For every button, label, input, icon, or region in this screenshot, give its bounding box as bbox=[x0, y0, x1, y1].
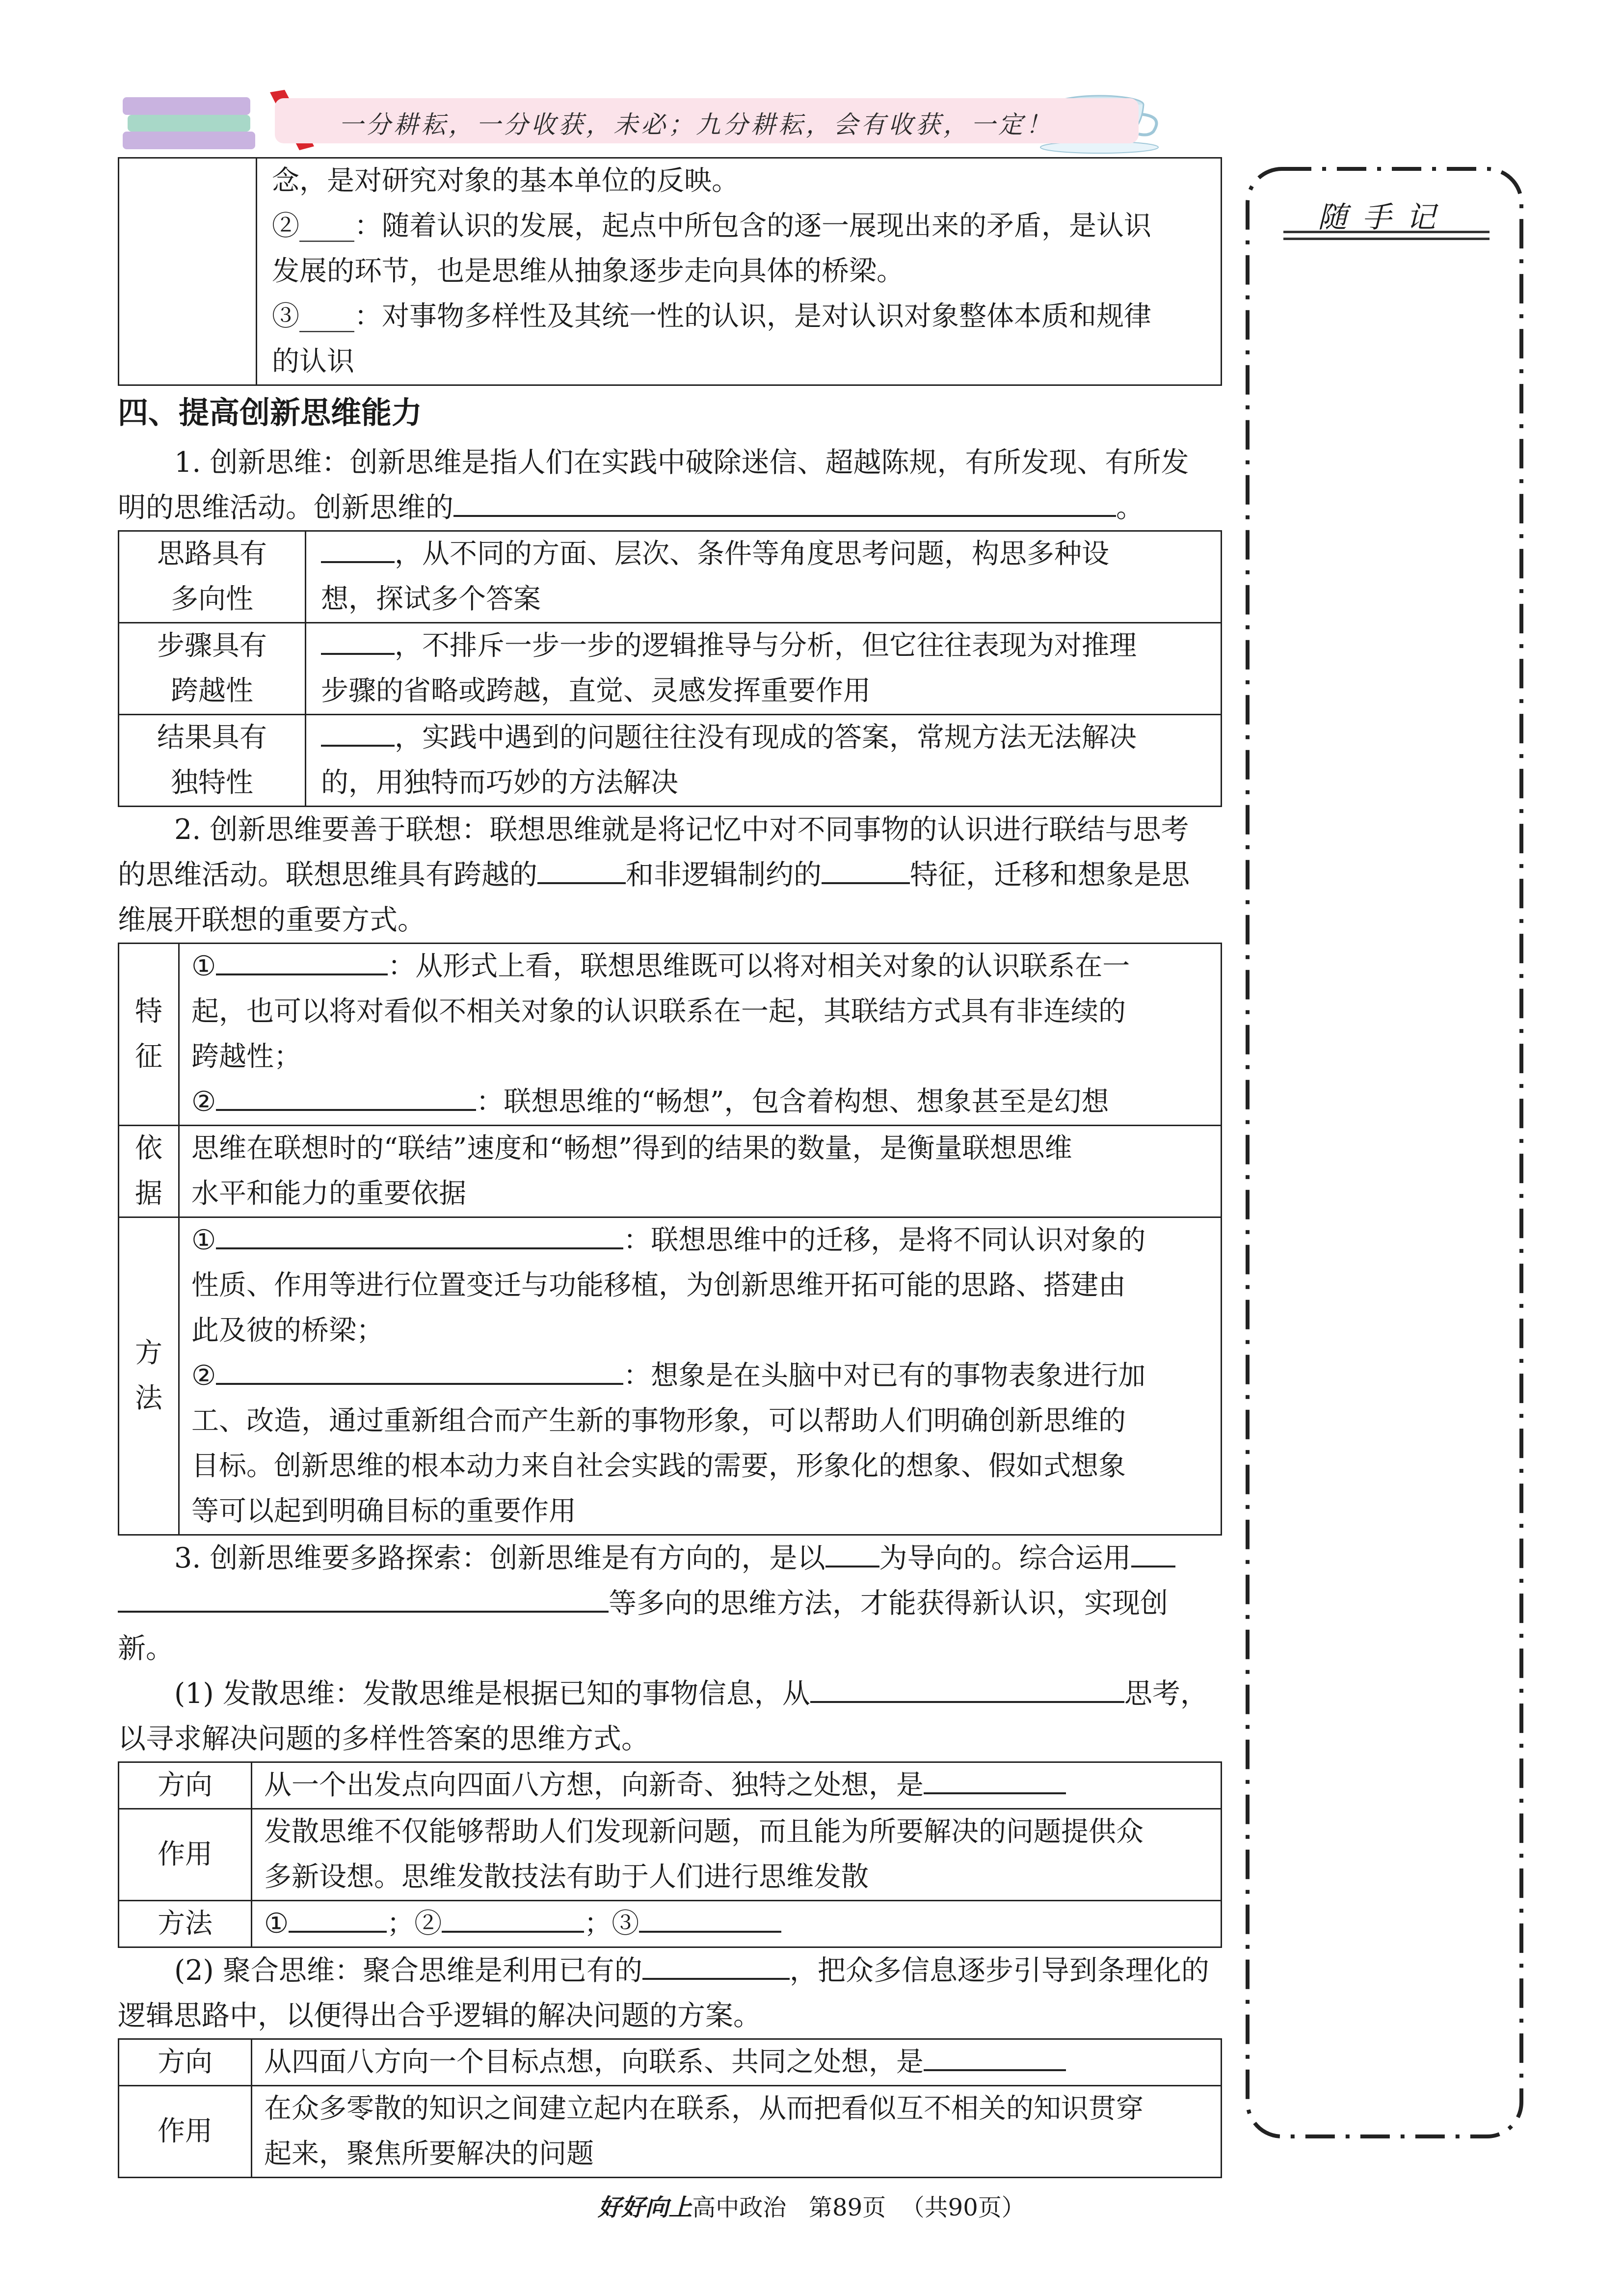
divergent-thinking-table bbox=[118, 1761, 1222, 1948]
row-header: 步骤具有 跨越性 bbox=[119, 623, 306, 715]
row-header: 方向 bbox=[119, 2039, 252, 2086]
text-line: ③____：对事物多样性及其统一性的认识，是对认识对象整体本质和规律 bbox=[272, 300, 1151, 332]
row-header: 方法 bbox=[119, 1217, 179, 1535]
paragraph-2-end: 维展开联想的重要方式。 bbox=[118, 904, 426, 936]
paragraph-3: 3. 创新思维要多路探索：创新思维是有方向的，是以 为导向的。综合运用 bbox=[118, 1536, 1222, 1581]
convergent-thinking-table bbox=[118, 2038, 1222, 2178]
side-note-underline bbox=[1283, 231, 1490, 233]
row-content: 思维在联想时的“联结”速度和“畅想”得到的结果的数量，是衡量联想思维 水平和能力的重要依据 bbox=[179, 1126, 1222, 1217]
text-line: 的认识 bbox=[272, 346, 354, 378]
paragraph-2: 2. 创新思维要善于联想：联想思维就是将记忆中对不同事物的认识进行联结与思考 bbox=[174, 813, 1189, 846]
banner-motto: 一分耕耘，一分收获，未必；九分耕耘，会有收获，一定！ bbox=[339, 110, 1053, 139]
table-row bbox=[119, 1762, 1222, 1809]
row-header: 方向 bbox=[119, 1762, 252, 1809]
paragraph-1-cont: 明的思维活动。创新思维的 。 bbox=[118, 485, 1222, 530]
innovation-features-table bbox=[118, 530, 1222, 807]
text-line: ②____：随着认识的发展，起点中所包含的逐一展现出来的矛盾，是认识 bbox=[272, 210, 1151, 242]
section-heading: 四、提高创新思维能力 bbox=[118, 395, 423, 431]
table-row bbox=[119, 623, 1222, 715]
row-header: 方法 bbox=[119, 1901, 252, 1947]
fill-blank[interactable] bbox=[216, 1353, 623, 1385]
fill-blank[interactable] bbox=[289, 1901, 387, 1933]
fill-blank[interactable] bbox=[453, 486, 1116, 517]
fill-blank[interactable] bbox=[321, 715, 395, 747]
side-note-underline bbox=[1283, 238, 1490, 240]
row-header: 思路具有 多向性 bbox=[119, 531, 306, 623]
row-content: ，从不同的方面、层次、条件等角度思考问题，构思多种设 想，探试多个答案 bbox=[306, 531, 1222, 623]
table-row bbox=[119, 1901, 1222, 1947]
row-content: 从四面八方向一个目标点想，向联系、共同之处想，是 bbox=[252, 2039, 1222, 2086]
fill-blank[interactable] bbox=[321, 532, 395, 563]
fill-blank[interactable] bbox=[642, 1948, 790, 1980]
association-table bbox=[118, 943, 1222, 1536]
paragraph-4-cont: 以寻求解决问题的多样性答案的思维方式。 bbox=[118, 1723, 649, 1755]
side-note-title: 随手记 bbox=[1318, 200, 1450, 235]
text-line: 发展的环节，也是思维从抽象逐步走向具体的桥梁。 bbox=[272, 255, 904, 287]
side-note-frame bbox=[1245, 166, 1524, 2139]
table-row bbox=[119, 2086, 1222, 2178]
row-content: ，不排斥一步一步的逻辑推导与分析，但它往往表现为对推理 步骤的省略或跨越，直觉、灵感发挥重要作用 bbox=[306, 623, 1222, 715]
table-row bbox=[119, 1126, 1222, 1217]
top-continued-table bbox=[118, 157, 1222, 386]
paragraph-3-cont: 等多向的思维方法，才能获得新认识，实现创新。 bbox=[118, 1581, 1222, 1671]
table-row bbox=[119, 531, 1222, 623]
paragraph-1: 1. 创新思维：创新思维是指人们在实践中破除迷信、超越陈规，有所发现、有所发 bbox=[174, 446, 1189, 479]
fill-blank[interactable] bbox=[216, 944, 388, 975]
fill-blank[interactable] bbox=[639, 1901, 781, 1933]
footer-subject: 高中政治 bbox=[692, 2194, 787, 2221]
paragraph-5: (2) 聚合思维：聚合思维是利用已有的 ，把众多信息逐步引导到条理化的 bbox=[118, 1948, 1222, 1993]
fill-blank[interactable] bbox=[825, 1536, 879, 1567]
table-row bbox=[119, 944, 1222, 1126]
table-row bbox=[119, 2039, 1222, 2086]
row-header: 依据 bbox=[119, 1126, 179, 1217]
fill-blank[interactable] bbox=[924, 1763, 1066, 1794]
fill-blank[interactable] bbox=[537, 853, 626, 884]
row-content: ，实践中遇到的问题往往没有现成的答案，常规方法无法解决 的，用独特而巧妙的方法解决 bbox=[306, 715, 1222, 807]
fill-blank[interactable] bbox=[442, 1901, 584, 1933]
fill-blank[interactable] bbox=[822, 853, 910, 884]
fill-blank[interactable] bbox=[1131, 1536, 1175, 1567]
paragraph-5-cont: 逻辑思路中，以便得出合乎逻辑的解决问题的方案。 bbox=[118, 1999, 761, 2032]
row-content: 在众多零散的知识之间建立起内在联系，从而把看似互不相关的知识贯穿 起来，聚焦所要解决的问题 bbox=[252, 2086, 1222, 2178]
fill-blank[interactable] bbox=[810, 1672, 1124, 1703]
row-content: ① ：联想思维中的迁移，是将不同认识对象的 性质、作用等进行位置变迁与功能移植，为创新思维开拓可能的思路、搭建由 此及彼的桥梁； ② ：想象是在头脑中对已有的事物表象进行加 工、改造，通过重新组合而产生新的事物形象，可以帮助人们明确创新思维的 目标。创新思维的根本动力来自社会实践的需要，形象化的想象、假如式想象 等可以起到明确目标的重要作用 bbox=[179, 1217, 1222, 1535]
row-header: 特征 bbox=[119, 944, 179, 1126]
row-content: ① ；② ；③ bbox=[252, 1901, 1222, 1947]
continued-text-cell bbox=[257, 158, 1222, 385]
fill-blank[interactable] bbox=[924, 2040, 1066, 2071]
fill-blank[interactable] bbox=[118, 1581, 609, 1613]
paragraph-4: (1) 发散思维：发散思维是根据已知的事物信息，从 思考， bbox=[118, 1671, 1222, 1716]
footer-page: 第89页 bbox=[809, 2194, 886, 2221]
fill-blank[interactable] bbox=[216, 1080, 476, 1111]
table-row bbox=[119, 1809, 1222, 1901]
row-header: 结果具有 独特性 bbox=[119, 715, 306, 807]
row-header: 作用 bbox=[119, 1809, 252, 1901]
fill-blank[interactable] bbox=[216, 1218, 623, 1249]
table-row bbox=[119, 715, 1222, 807]
footer-total: （共90页） bbox=[901, 2194, 1025, 2221]
row-content: 从一个出发点向四面八方想，向新奇、独特之处想，是 bbox=[252, 1762, 1222, 1809]
row-header: 作用 bbox=[119, 2086, 252, 2178]
row-content: 发散思维不仅能够帮助人们发现新问题，而且能为所要解决的问题提供众 多新设想。思维发散技法有助于人们进行思维发散 bbox=[252, 1809, 1222, 1901]
empty-cell bbox=[119, 158, 257, 385]
table-row bbox=[119, 1217, 1222, 1535]
row-content: ① ：从形式上看，联想思维既可以将对相关对象的认识联系在一 起，也可以将对看似不相关对象的认识联系在一起，其联结方式具有非连续的 跨越性； ② ：联想思维的“畅想”，包含着构想、想象甚至是幻想 bbox=[179, 944, 1222, 1126]
main-content bbox=[118, 157, 1222, 2178]
text-line: 念，是对研究对象的基本单位的反映。 bbox=[272, 165, 739, 197]
footer-logo: 好好向上 bbox=[598, 2194, 692, 2221]
paragraph-2-cont: 的思维活动。联想思维具有跨越的 和非逻辑制约的 特征，迁移和想象是思 bbox=[118, 852, 1222, 897]
fill-blank[interactable] bbox=[321, 623, 395, 655]
page-footer bbox=[0, 2188, 1623, 2222]
